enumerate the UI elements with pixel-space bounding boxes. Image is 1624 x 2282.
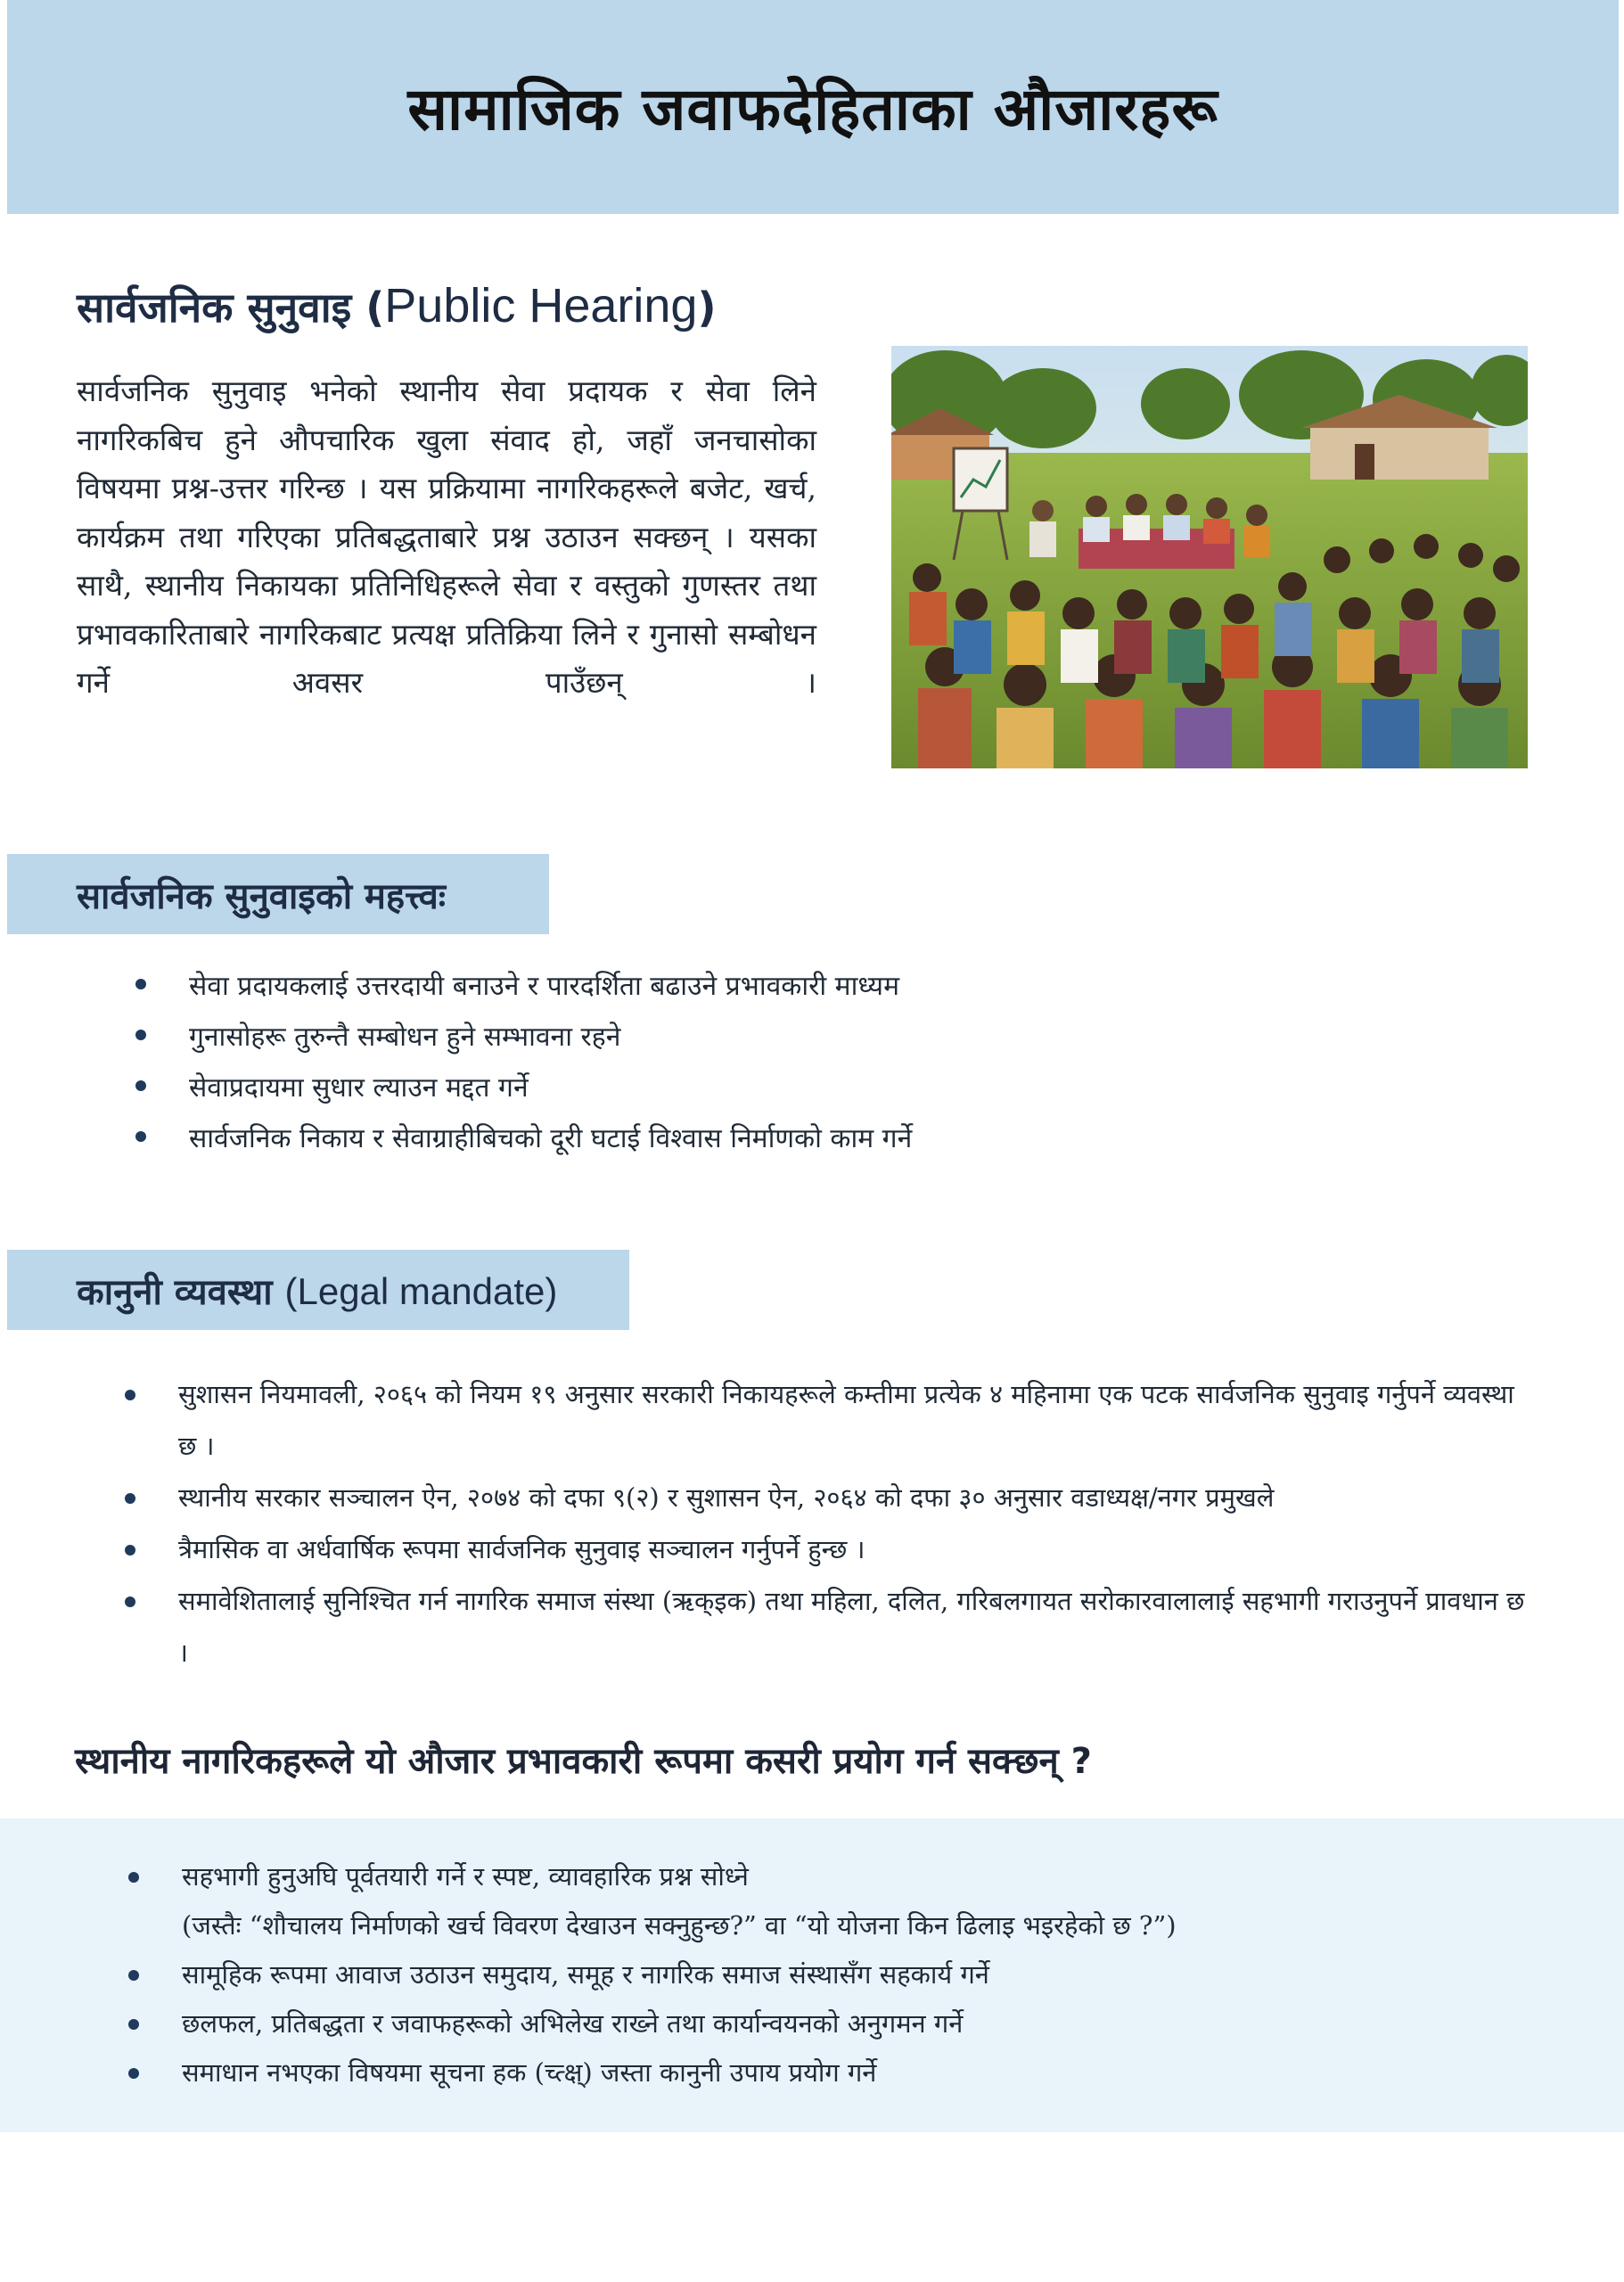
title-paren-open: ( <box>365 283 385 332</box>
how-to-use-list <box>128 1852 1519 2097</box>
importance-title: सार्वजनिक सुनुवाइको महत्त्वः <box>77 875 446 917</box>
how-to-use-title: स्थानीय नागरिकहरूले यो औजार प्रभावकारी रूपमा कसरी प्रयोग गर्न सक्छन् ? <box>75 1741 1092 1782</box>
list-item: सामूहिक रूपमा आवाज उठाउन समुदाय, समूह र नागरिक समाज संस्थासँग सहकार्य गर्ने <box>128 1950 1519 1999</box>
list-item: गुनासोहरू तुरुन्तै सम्बोधन हुने सम्भावना रहने <box>135 1012 1472 1063</box>
list-item: समाधान नभएका विषयमा सूचना हक (च्त्क्ष्) जस्ता कानुनी उपाय प्रयोग गर्ने <box>128 2048 1519 2097</box>
list-item: सेवा प्रदायकलाई उत्तरदायी बनाउने र पारदर्शिता बढाउने प्रभावकारी माध्यम <box>135 961 1472 1012</box>
public-hearing-photo <box>891 346 1528 768</box>
importance-list <box>135 961 1472 1164</box>
importance-heading-band <box>7 854 549 934</box>
legal-heading-band <box>7 1250 629 1330</box>
list-item: सेवाप्रदायमा सुधार ल्याउन मद्दत गर्ने <box>135 1063 1472 1113</box>
legal-list <box>125 1368 1533 1679</box>
legal-title <box>77 1266 557 1315</box>
list-item: सार्वजनिक निकाय र सेवाग्राहीबिचको दूरी घटाई विश्वास निर्माणको काम गर्ने <box>135 1113 1472 1164</box>
public-hearing-title-en: Public Hearing <box>384 279 698 332</box>
list-item-example: (जस्तैः “शौचालय निर्माणको खर्च विवरण देखाउन सक्नुहुन्छ?” वा “यो योजना किन ढिलाइ भइरहेको छ ?”) <box>182 1910 1177 1941</box>
list-item: स्थानीय सरकार सञ्चालन ऐन, २०७४ को दफा ९(२) र सुशासन ऐन, २०६४ को दफा ३० अनुसार वडाध्यक्ष/नगर प्रमुखले <box>125 1472 1533 1523</box>
legal-title-en: (Legal mandate) <box>284 1269 558 1312</box>
list-item: त्रैमासिक वा अर्धवार्षिक रूपमा सार्वजनिक सुनुवाइ सञ्चालन गर्नुपर्ने हुन्छ । <box>125 1523 1533 1575</box>
legal-title-np: कानुनी व्यवस्था <box>77 1271 285 1313</box>
list-item-text: सहभागी हुनुअघि पूर्वतयारी गर्ने र स्पष्ट, व्यावहारिक प्रश्न सोध्ने <box>182 1861 749 1892</box>
public-hearing-title-np: सार्वजनिक सुनुवाइ <box>77 283 366 332</box>
list-item: सुशासन नियमावली, २०६५ को नियम १९ अनुसार सरकारी निकायहरूले कम्तीमा प्रत्येक ४ महिनामा एक पटक सार्वजनिक सुनुवाइ गर्नुपर्ने व्यवस्था छ । <box>125 1368 1533 1472</box>
list-item: छलफल, प्रतिबद्धता र जवाफहरूको अभिलेख राख्ने तथा कार्यान्वयनको अनुगमन गर्ने <box>128 1999 1519 2048</box>
list-item: समावेशितालाई सुनिश्चित गर्न नागरिक समाज संस्था (ऋक्इक) तथा महिला, दलित, गरिबलगायत सरोकारवालालाई सहभागी गराउनुपर्ने प्रावधान छ । <box>125 1575 1533 1679</box>
list-item <box>128 1852 1519 1950</box>
public-hearing-description: सार्वजनिक सुनुवाइ भनेको स्थानीय सेवा प्रदायक र सेवा लिने नागरिकबिच हुने औपचारिक खुला संवाद हो, जहाँ जनचासोका विषयमा प्रश्न-उत्तर गरिन्छ । यस प्रक्रियामा नागरिकहरूले बजेट, खर्च, कार्यक्रम तथा गरिएका प्रतिबद्धताबारे प्रश्न उठाउन सक्छन् । यसका साथै, स्थानीय निकायका प्रतिनिधिहरूले सेवा र वस्तुको गुणस्तर तथा प्रभावकारिताबारे नागरिकबाट प्रत्यक्ष प्रतिक्रिया लिने र गुनासो सम्बोधन गर्ने अवसर पाउँछन् । <box>77 373 816 700</box>
header-banner <box>7 0 1619 214</box>
page-title: सामाजिक जवाफदेहिताका औजारहरू <box>407 75 1218 144</box>
title-paren-close: ) <box>697 283 717 332</box>
public-hearing-title <box>77 278 716 334</box>
